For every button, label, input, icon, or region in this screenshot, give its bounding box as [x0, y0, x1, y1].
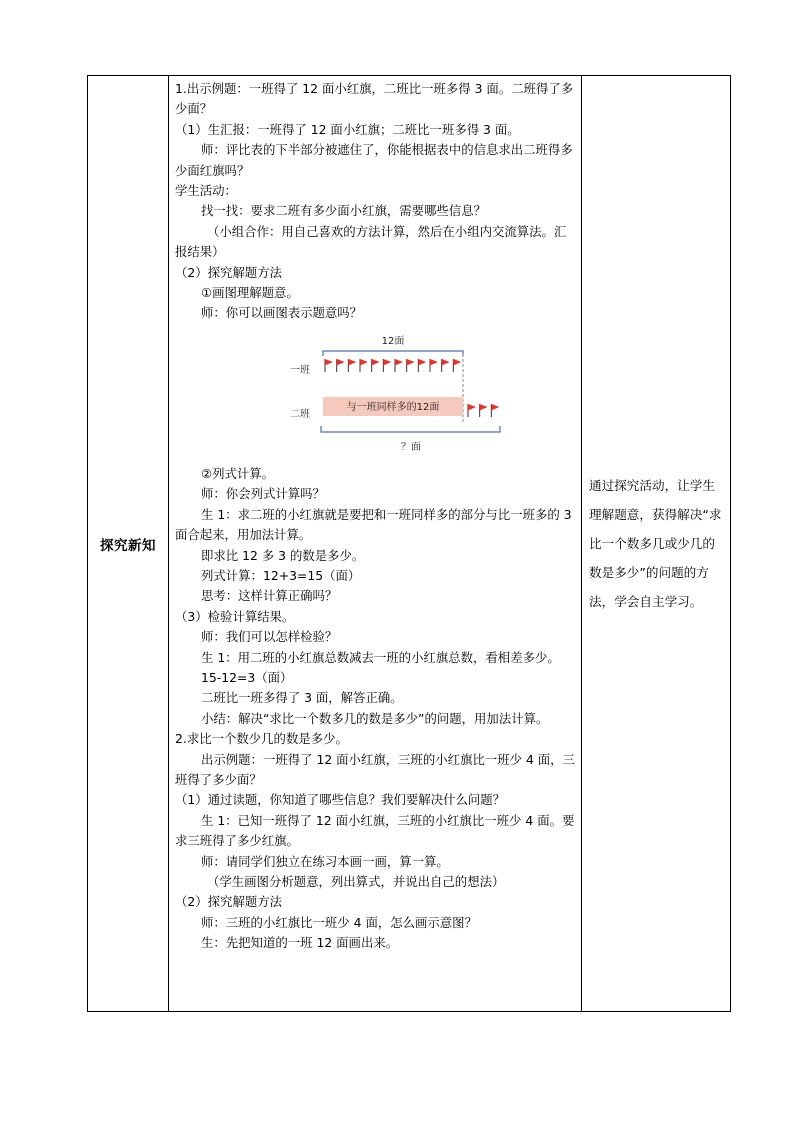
paragraph: 生 1：求二班的小红旗就是要把和一班同样多的部分与比一班多的 3 面合起来，用加法计算。: [175, 506, 572, 543]
paragraph: 即求比 12 多 3 的数是多少。: [201, 547, 365, 563]
flag-diagram-svg: [175, 324, 575, 464]
flag-icon: [372, 359, 380, 372]
top-label: 12面: [381, 335, 405, 347]
bottom-label: ？面: [401, 441, 421, 453]
paragraph: 出示例题：一班得了 12 面小红旗，三班的小红旗比一班少 4 面，三班得了多少面？: [175, 751, 575, 787]
content-cell: [169, 76, 582, 1012]
paragraph: 师：请同学们独立在练习本画一画，算一算。: [201, 853, 449, 869]
paragraph: （1）通过读题，你知道了哪些信息？我们要解决什么问题？: [175, 792, 506, 808]
paragraph: 师：我们可以怎样检验？: [201, 629, 338, 645]
paragraph: （3）检验计算结果。: [175, 608, 295, 624]
row2-label: 二班: [290, 408, 310, 420]
flag-icon: [491, 404, 499, 417]
top-brace: [323, 351, 463, 356]
paragraph: 15-12=3（面）: [201, 669, 293, 685]
flag-icon: [407, 359, 415, 372]
flag-icon: [453, 359, 461, 372]
paragraph: （学生画图分析题意，列出算式，并说出自己的想法）: [207, 874, 505, 889]
bottom-brace: [321, 426, 500, 432]
flag-icon: [337, 359, 345, 372]
paragraph: 找一找：要求二班有多少面小红旗，需要哪些信息？: [201, 203, 486, 219]
paragraph: ①画图理解题意。: [201, 285, 299, 301]
flag-icon: [348, 359, 356, 372]
side-note: 通过探究活动，让学生理解题意，获得解决“求比一个数多几或少几的数是多少”的问题的方法，学会自主学习。: [589, 478, 722, 609]
paragraph: 生：先把知道的一班 12 面画出来。: [201, 935, 399, 951]
paragraph: 师：评比表的下半部分被遮住了，你能根据表中的信息求出二班得多少面红旗吗？: [175, 142, 573, 178]
row1-label: 一班: [290, 364, 310, 376]
paragraph: 生 1：已知一班得了 12 面小红旗，三班的小红旗比一班少 4 面。要求三班得了多少红旗。: [175, 812, 575, 849]
flag-icon: [480, 404, 488, 417]
section-cell: [88, 76, 169, 1012]
flag-icon: [442, 359, 450, 372]
flag-diagram: [175, 324, 577, 464]
flags-row2: [468, 404, 499, 417]
flag-icon: [418, 359, 426, 372]
flag-icon: [468, 404, 476, 417]
paragraph: 师：你会列式计算吗？: [201, 486, 325, 502]
paragraph: 师：三班的小红旗比一班少 4 面，怎么画示意图？: [201, 914, 477, 930]
paragraph: 师：你可以画图表示题意吗？: [201, 305, 363, 321]
paragraph: 小结：解决“求比一个数多几的数是多少”的问题，用加法计算。: [201, 710, 549, 726]
flags-row1: [325, 359, 461, 372]
paragraph: （1）生汇报：一班得了 12 面小红旗；二班比一班多得 3 面。: [175, 121, 520, 137]
paragraph: （小组合作：用自己喜欢的方法计算，然后在小组内交流算法。汇报结果）: [175, 223, 567, 260]
section-label: 探究新知: [100, 537, 156, 554]
flag-icon: [325, 359, 333, 372]
paragraph: 1.出示例题：一班得了 12 面小红旗，二班比一班多得 3 面。二班得了多少面？: [175, 81, 574, 117]
flag-icon: [395, 359, 403, 372]
paragraph: 学生活动：: [175, 183, 237, 199]
paragraph: ②列式计算。: [201, 465, 275, 481]
paragraph: （2）探究解题方法: [175, 894, 283, 910]
paragraph: 2.求比一个数少几的数是多少。: [175, 731, 348, 747]
flag-icon: [430, 359, 438, 372]
flag-icon: [383, 359, 391, 372]
paragraph: 生 1：用二班的小红旗总数减去一班的小红旗总数，看相差多少。: [201, 649, 560, 665]
paragraph: 列式计算：12+3=15（面）: [201, 567, 361, 583]
paragraph: （2）探究解题方法: [175, 264, 283, 280]
note-cell: [582, 76, 731, 1012]
box-text: 与一班同样多的12面: [346, 401, 440, 413]
lesson-table: [87, 75, 731, 1012]
flag-icon: [360, 359, 368, 372]
paragraph: 思考：这样计算正确吗？: [201, 588, 338, 604]
paragraph: 二班比一班多得了 3 面，解答正确。: [201, 690, 403, 706]
